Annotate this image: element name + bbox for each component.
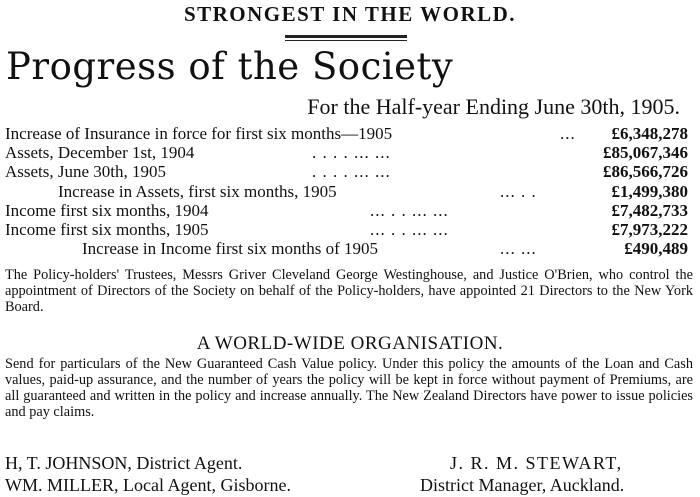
stat-value: £85,067,346 [603,143,688,163]
stat-row [0,124,700,143]
leader-dots: ... . . ... ... [370,200,449,220]
stat-row [0,182,700,201]
stat-label: Increase of Insurance in force for first six months—1905 [5,124,393,143]
headline: STRONGEST IN THE WORLD. [183,2,517,26]
stat-label: Income first six months, 1904 [5,200,209,220]
signature-local-agent: WM. MILLER, Local Agent, Gisborne. [5,475,291,495]
stats-list [0,124,700,258]
stat-value: £490,489 [624,239,688,259]
section-heading: A WORLD-WIDE ORGANISATION. [196,333,504,354]
stat-label: Increase in Assets, first six months, 1905 [58,181,337,201]
policy-paragraph: Send for particulars of the New Guaranteed Cash Value policy. Under this policy the amounts of the Loan and Cash values, paid-up assurance, and the number of years the policy will be kept in force without payment of Premiums, are all guaranteed and written in the policy and increase annually. The New Zealand Directors have power to issue policies and pay claims. [5,356,693,420]
stat-label: Income first six months, 1905 [5,219,209,239]
leader-dots: . . . . ... ... [312,143,391,163]
stat-value: £1,499,380 [611,181,688,201]
stat-row [0,239,700,258]
stat-value: £7,973,222 [611,219,688,239]
stat-value: £6,348,278 [611,124,688,143]
stat-row [0,162,700,181]
stat-value: £7,482,733 [611,200,688,220]
stat-label: Assets, December 1st, 1904 [5,143,195,163]
stat-row [0,220,700,239]
signature-district-agent: H, T. JOHNSON, District Agent. [5,453,243,473]
signature-manager-name: J. R. M. STEWART, [450,453,623,473]
leader-dots: ... . . [500,181,537,201]
stat-label: Increase in Income first six months of 1905 [82,239,379,259]
stat-label: Assets, June 30th, 1905 [5,162,167,182]
leader-dots: ... . . ... ... [370,219,449,239]
leader-dots: ... [560,124,576,143]
decorative-rule [285,35,407,38]
stat-value: £86,566,726 [603,162,688,182]
page-title: Progress of the Society [6,45,454,88]
leader-dots: ... ... [500,239,537,259]
leader-dots: . . . . ... ... [312,162,391,182]
stat-row [0,201,700,220]
stat-row [0,143,700,162]
subtitle: For the Half-year Ending June 30th, 1905. [307,94,680,119]
signature-manager-title: District Manager, Auckland. [420,475,625,495]
trustees-paragraph: The Policy-holders' Trustees, Messrs Griver Cleveland George Westinghouse, and Justice O'Brien, who control the appointment of Directors of the Society on behalf of the Policy-holders, have appointed 21 Directors to the New York Board. [5,267,693,315]
